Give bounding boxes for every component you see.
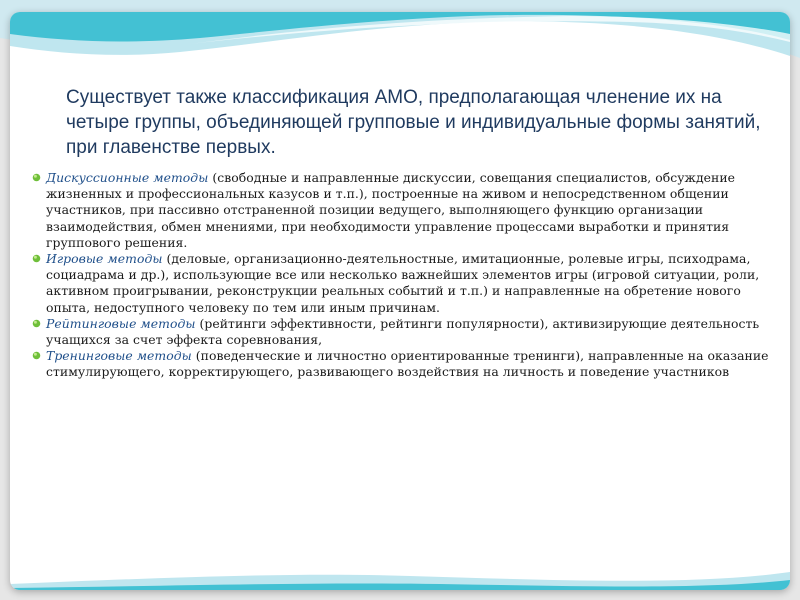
method-term: Дискуссионные методы — [46, 170, 209, 185]
method-list — [32, 170, 778, 381]
method-description: (рейтинги эффективности, рейтинги популярности), активизирующие деятельность учащихся за счет эффекта соревнования, — [46, 315, 760, 348]
leaf-bullet-icon — [32, 254, 41, 263]
slide-bottom-decoration — [10, 562, 790, 590]
leaf-bullet-icon — [32, 351, 41, 360]
leaf-bullet-icon — [32, 319, 41, 328]
method-description: (поведенческие и личностно ориентированные тренинги), направленные на оказание стимулирующего, корректирующего, развивающего воздействия на личность и поведение участников — [46, 348, 769, 380]
slide-card — [10, 12, 790, 590]
list-item — [32, 170, 778, 251]
method-term: Игровые методы — [46, 251, 163, 267]
method-term: Тренинговые методы — [46, 348, 192, 364]
method-term: Рейтинговые методы — [46, 315, 196, 331]
leaf-bullet-icon — [32, 173, 41, 182]
list-item — [32, 348, 778, 380]
list-item — [32, 316, 778, 348]
slide-top-decoration — [10, 12, 790, 82]
method-description: (деловые, организационно-деятельностные, имитационные, ролевые игры, психодрама, социадрама и др.), использующие все или несколько важнейших элементов игры (игровой ситуации, роли, активном проигрывании, реконструкции реальных событий и т.п.) и направленные на обретение нового опыта, недоступного человеку по тем или иным причинам. — [46, 251, 760, 315]
method-description: (свободные и направленные дискуссии, совещания специалистов, обсуждение жизненных и профессиональных казусов и т.п.), построенные на живом и непосредственном общении участников, при пассивно отстраненной позиции ведущего, выполняющего функцию организации взаимодействия, обмен мнениями, при необходимости управление процессами выработки и принятия группового решения. — [46, 170, 736, 250]
list-item — [32, 251, 778, 316]
slide-title: Существует также классификация АМО, предполагающая членение их на четыре группы, объединяющей групповые и индивидуальные формы занятий, при главенстве первых. — [66, 87, 761, 158]
